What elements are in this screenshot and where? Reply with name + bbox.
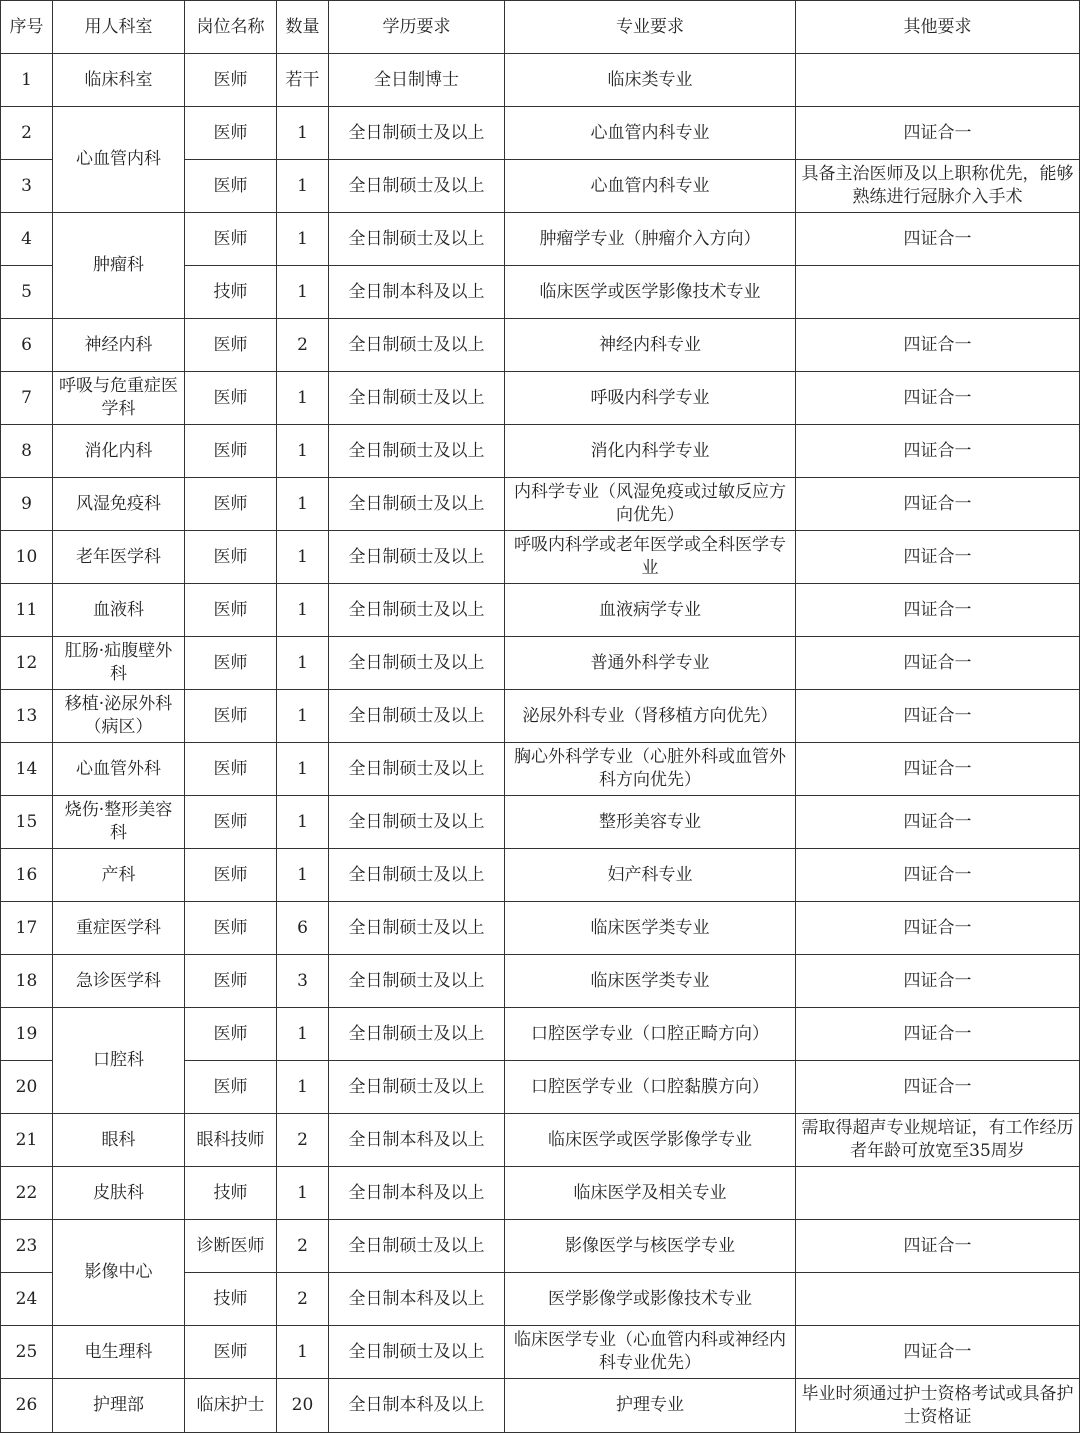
cell-major: 临床医学类专业 bbox=[505, 955, 796, 1008]
cell-major: 心血管内科专业 bbox=[505, 160, 796, 213]
cell-edu: 全日制博士 bbox=[329, 54, 505, 107]
table-row bbox=[1, 531, 1080, 584]
cell-major: 心血管内科专业 bbox=[505, 107, 796, 160]
cell-other bbox=[796, 266, 1080, 319]
table-row bbox=[1, 319, 1080, 372]
cell-post: 医师 bbox=[185, 425, 277, 478]
cell-post: 医师 bbox=[185, 1326, 277, 1379]
header-other: 其他要求 bbox=[796, 1, 1080, 54]
cell-edu: 全日制硕士及以上 bbox=[329, 1220, 505, 1273]
table-row bbox=[1, 955, 1080, 1008]
cell-count: 3 bbox=[277, 955, 329, 1008]
cell-other bbox=[796, 1273, 1080, 1326]
cell-major: 临床医学或医学影像技术专业 bbox=[505, 266, 796, 319]
cell-other bbox=[796, 1167, 1080, 1220]
cell-no: 26 bbox=[1, 1379, 53, 1433]
cell-major: 神经内科专业 bbox=[505, 319, 796, 372]
table-row bbox=[1, 637, 1080, 690]
cell-post: 医师 bbox=[185, 1008, 277, 1061]
cell-edu: 全日制硕士及以上 bbox=[329, 796, 505, 849]
cell-edu: 全日制硕士及以上 bbox=[329, 372, 505, 425]
cell-no: 1 bbox=[1, 54, 53, 107]
header-row bbox=[1, 1, 1080, 54]
cell-edu: 全日制硕士及以上 bbox=[329, 955, 505, 1008]
cell-post: 医师 bbox=[185, 955, 277, 1008]
cell-no: 15 bbox=[1, 796, 53, 849]
cell-count: 1 bbox=[277, 372, 329, 425]
cell-post: 医师 bbox=[185, 584, 277, 637]
cell-edu: 全日制硕士及以上 bbox=[329, 1061, 505, 1114]
cell-dept: 心血管外科 bbox=[53, 743, 185, 796]
cell-post: 医师 bbox=[185, 796, 277, 849]
header-major: 专业要求 bbox=[505, 1, 796, 54]
cell-major: 胸心外科学专业（心脏外科或血管外科方向优先） bbox=[505, 743, 796, 796]
cell-dept: 产科 bbox=[53, 849, 185, 902]
cell-other: 四证合一 bbox=[796, 319, 1080, 372]
cell-post: 医师 bbox=[185, 54, 277, 107]
cell-post: 医师 bbox=[185, 690, 277, 743]
cell-other: 四证合一 bbox=[796, 1326, 1080, 1379]
cell-edu: 全日制硕士及以上 bbox=[329, 743, 505, 796]
table-row bbox=[1, 796, 1080, 849]
cell-other: 四证合一 bbox=[796, 690, 1080, 743]
cell-major: 医学影像学或影像技术专业 bbox=[505, 1273, 796, 1326]
cell-other: 四证合一 bbox=[796, 743, 1080, 796]
cell-other: 四证合一 bbox=[796, 107, 1080, 160]
cell-major: 血液病学专业 bbox=[505, 584, 796, 637]
cell-post: 医师 bbox=[185, 849, 277, 902]
cell-edu: 全日制硕士及以上 bbox=[329, 1326, 505, 1379]
cell-dept: 老年医学科 bbox=[53, 531, 185, 584]
table-row bbox=[1, 584, 1080, 637]
cell-edu: 全日制硕士及以上 bbox=[329, 849, 505, 902]
cell-no: 19 bbox=[1, 1008, 53, 1061]
cell-edu: 全日制硕士及以上 bbox=[329, 160, 505, 213]
table-body bbox=[1, 54, 1080, 1433]
cell-edu: 全日制本科及以上 bbox=[329, 1167, 505, 1220]
header-count: 数量 bbox=[277, 1, 329, 54]
cell-post: 医师 bbox=[185, 107, 277, 160]
header-no: 序号 bbox=[1, 1, 53, 54]
cell-count: 1 bbox=[277, 584, 329, 637]
cell-edu: 全日制本科及以上 bbox=[329, 1379, 505, 1433]
cell-other: 毕业时须通过护士资格考试或具备护士资格证 bbox=[796, 1379, 1080, 1433]
cell-other: 四证合一 bbox=[796, 425, 1080, 478]
cell-no: 8 bbox=[1, 425, 53, 478]
cell-post: 技师 bbox=[185, 1167, 277, 1220]
cell-no: 20 bbox=[1, 1061, 53, 1114]
cell-count: 1 bbox=[277, 1061, 329, 1114]
cell-dept: 呼吸与危重症医学科 bbox=[53, 372, 185, 425]
header-edu: 学历要求 bbox=[329, 1, 505, 54]
table-row bbox=[1, 1167, 1080, 1220]
cell-major: 整形美容专业 bbox=[505, 796, 796, 849]
cell-no: 24 bbox=[1, 1273, 53, 1326]
cell-dept: 肿瘤科 bbox=[53, 213, 185, 319]
cell-edu: 全日制硕士及以上 bbox=[329, 1008, 505, 1061]
cell-edu: 全日制硕士及以上 bbox=[329, 531, 505, 584]
table-row bbox=[1, 690, 1080, 743]
cell-dept: 神经内科 bbox=[53, 319, 185, 372]
table-row bbox=[1, 372, 1080, 425]
cell-no: 5 bbox=[1, 266, 53, 319]
cell-major: 呼吸内科学专业 bbox=[505, 372, 796, 425]
cell-post: 医师 bbox=[185, 160, 277, 213]
cell-count: 6 bbox=[277, 902, 329, 955]
cell-post: 医师 bbox=[185, 743, 277, 796]
cell-edu: 全日制硕士及以上 bbox=[329, 690, 505, 743]
cell-count: 1 bbox=[277, 849, 329, 902]
cell-dept: 移植·泌尿外科（病区） bbox=[53, 690, 185, 743]
cell-dept: 护理部 bbox=[53, 1379, 185, 1433]
cell-other: 四证合一 bbox=[796, 637, 1080, 690]
cell-major: 消化内科学专业 bbox=[505, 425, 796, 478]
cell-no: 12 bbox=[1, 637, 53, 690]
cell-post: 医师 bbox=[185, 1061, 277, 1114]
table-row bbox=[1, 425, 1080, 478]
cell-post: 诊断医师 bbox=[185, 1220, 277, 1273]
cell-no: 7 bbox=[1, 372, 53, 425]
cell-count: 1 bbox=[277, 637, 329, 690]
cell-dept: 口腔科 bbox=[53, 1008, 185, 1114]
cell-post: 医师 bbox=[185, 902, 277, 955]
cell-post: 医师 bbox=[185, 478, 277, 531]
cell-count: 1 bbox=[277, 690, 329, 743]
cell-no: 17 bbox=[1, 902, 53, 955]
cell-dept: 重症医学科 bbox=[53, 902, 185, 955]
cell-count: 2 bbox=[277, 1114, 329, 1167]
cell-edu: 全日制硕士及以上 bbox=[329, 584, 505, 637]
cell-post: 临床护士 bbox=[185, 1379, 277, 1433]
cell-edu: 全日制硕士及以上 bbox=[329, 637, 505, 690]
cell-no: 18 bbox=[1, 955, 53, 1008]
cell-count: 1 bbox=[277, 1008, 329, 1061]
cell-dept: 血液科 bbox=[53, 584, 185, 637]
cell-major: 肿瘤学专业（肿瘤介入方向） bbox=[505, 213, 796, 266]
cell-major: 临床医学类专业 bbox=[505, 902, 796, 955]
cell-major: 普通外科学专业 bbox=[505, 637, 796, 690]
cell-no: 21 bbox=[1, 1114, 53, 1167]
cell-major: 内科学专业（风湿免疫或过敏反应方向优先） bbox=[505, 478, 796, 531]
cell-major: 临床医学及相关专业 bbox=[505, 1167, 796, 1220]
cell-dept: 消化内科 bbox=[53, 425, 185, 478]
cell-count: 1 bbox=[277, 531, 329, 584]
cell-other bbox=[796, 54, 1080, 107]
cell-major: 临床医学或医学影像学专业 bbox=[505, 1114, 796, 1167]
cell-other: 四证合一 bbox=[796, 584, 1080, 637]
cell-edu: 全日制硕士及以上 bbox=[329, 213, 505, 266]
cell-other: 四证合一 bbox=[796, 213, 1080, 266]
cell-other: 四证合一 bbox=[796, 955, 1080, 1008]
cell-count: 1 bbox=[277, 743, 329, 796]
table-row bbox=[1, 849, 1080, 902]
table-row bbox=[1, 1379, 1080, 1433]
cell-no: 14 bbox=[1, 743, 53, 796]
cell-other: 需取得超声专业规培证，有工作经历者年龄可放宽至35周岁 bbox=[796, 1114, 1080, 1167]
cell-no: 23 bbox=[1, 1220, 53, 1273]
cell-major: 口腔医学专业（口腔正畸方向） bbox=[505, 1008, 796, 1061]
cell-edu: 全日制本科及以上 bbox=[329, 266, 505, 319]
table-row bbox=[1, 213, 1080, 266]
table-row bbox=[1, 743, 1080, 796]
cell-dept: 烧伤·整形美容科 bbox=[53, 796, 185, 849]
cell-count: 1 bbox=[277, 425, 329, 478]
cell-no: 2 bbox=[1, 107, 53, 160]
cell-other: 四证合一 bbox=[796, 1061, 1080, 1114]
cell-count: 2 bbox=[277, 1273, 329, 1326]
cell-edu: 全日制硕士及以上 bbox=[329, 319, 505, 372]
cell-count: 1 bbox=[277, 478, 329, 531]
cell-other: 四证合一 bbox=[796, 478, 1080, 531]
cell-major: 呼吸内科学或老年医学或全科医学专业 bbox=[505, 531, 796, 584]
cell-post: 医师 bbox=[185, 319, 277, 372]
cell-count: 1 bbox=[277, 1326, 329, 1379]
cell-dept: 肛肠·疝腹壁外科 bbox=[53, 637, 185, 690]
cell-edu: 全日制硕士及以上 bbox=[329, 902, 505, 955]
cell-count: 2 bbox=[277, 1220, 329, 1273]
cell-dept: 风湿免疫科 bbox=[53, 478, 185, 531]
cell-major: 影像医学与核医学专业 bbox=[505, 1220, 796, 1273]
table-row bbox=[1, 902, 1080, 955]
header-post: 岗位名称 bbox=[185, 1, 277, 54]
cell-count: 1 bbox=[277, 1167, 329, 1220]
cell-post: 医师 bbox=[185, 637, 277, 690]
table-row bbox=[1, 54, 1080, 107]
cell-no: 9 bbox=[1, 478, 53, 531]
cell-other: 四证合一 bbox=[796, 1220, 1080, 1273]
cell-major: 妇产科专业 bbox=[505, 849, 796, 902]
cell-count: 1 bbox=[277, 107, 329, 160]
cell-no: 16 bbox=[1, 849, 53, 902]
table-row bbox=[1, 1008, 1080, 1061]
cell-edu: 全日制硕士及以上 bbox=[329, 425, 505, 478]
cell-other: 具备主治医师及以上职称优先，能够熟练进行冠脉介入手术 bbox=[796, 160, 1080, 213]
cell-no: 3 bbox=[1, 160, 53, 213]
table-row bbox=[1, 1220, 1080, 1273]
cell-count: 1 bbox=[277, 160, 329, 213]
cell-major: 护理专业 bbox=[505, 1379, 796, 1433]
cell-edu: 全日制硕士及以上 bbox=[329, 478, 505, 531]
cell-dept: 心血管内科 bbox=[53, 107, 185, 213]
cell-post: 技师 bbox=[185, 266, 277, 319]
cell-count: 20 bbox=[277, 1379, 329, 1433]
cell-other: 四证合一 bbox=[796, 531, 1080, 584]
table-row bbox=[1, 107, 1080, 160]
table-row bbox=[1, 1114, 1080, 1167]
cell-dept: 急诊医学科 bbox=[53, 955, 185, 1008]
cell-other: 四证合一 bbox=[796, 1008, 1080, 1061]
cell-no: 10 bbox=[1, 531, 53, 584]
cell-major: 临床医学专业（心血管内科或神经内科专业优先） bbox=[505, 1326, 796, 1379]
table-row bbox=[1, 478, 1080, 531]
cell-edu: 全日制硕士及以上 bbox=[329, 107, 505, 160]
cell-no: 25 bbox=[1, 1326, 53, 1379]
cell-post: 医师 bbox=[185, 531, 277, 584]
cell-edu: 全日制本科及以上 bbox=[329, 1273, 505, 1326]
cell-other: 四证合一 bbox=[796, 849, 1080, 902]
cell-major: 泌尿外科专业（肾移植方向优先） bbox=[505, 690, 796, 743]
cell-dept: 电生理科 bbox=[53, 1326, 185, 1379]
cell-count: 1 bbox=[277, 796, 329, 849]
cell-other: 四证合一 bbox=[796, 902, 1080, 955]
table-row bbox=[1, 1326, 1080, 1379]
cell-count: 若干 bbox=[277, 54, 329, 107]
cell-no: 22 bbox=[1, 1167, 53, 1220]
cell-major: 口腔医学专业（口腔黏膜方向） bbox=[505, 1061, 796, 1114]
cell-dept: 眼科 bbox=[53, 1114, 185, 1167]
cell-edu: 全日制本科及以上 bbox=[329, 1114, 505, 1167]
cell-dept: 临床科室 bbox=[53, 54, 185, 107]
cell-no: 4 bbox=[1, 213, 53, 266]
cell-post: 医师 bbox=[185, 213, 277, 266]
cell-dept: 皮肤科 bbox=[53, 1167, 185, 1220]
cell-no: 11 bbox=[1, 584, 53, 637]
cell-count: 2 bbox=[277, 319, 329, 372]
cell-count: 1 bbox=[277, 213, 329, 266]
cell-post: 医师 bbox=[185, 372, 277, 425]
cell-post: 眼科技师 bbox=[185, 1114, 277, 1167]
cell-dept: 影像中心 bbox=[53, 1220, 185, 1326]
cell-no: 13 bbox=[1, 690, 53, 743]
cell-post: 技师 bbox=[185, 1273, 277, 1326]
cell-other: 四证合一 bbox=[796, 796, 1080, 849]
cell-other: 四证合一 bbox=[796, 372, 1080, 425]
cell-no: 6 bbox=[1, 319, 53, 372]
cell-count: 1 bbox=[277, 266, 329, 319]
cell-major: 临床类专业 bbox=[505, 54, 796, 107]
header-dept: 用人科室 bbox=[53, 1, 185, 54]
